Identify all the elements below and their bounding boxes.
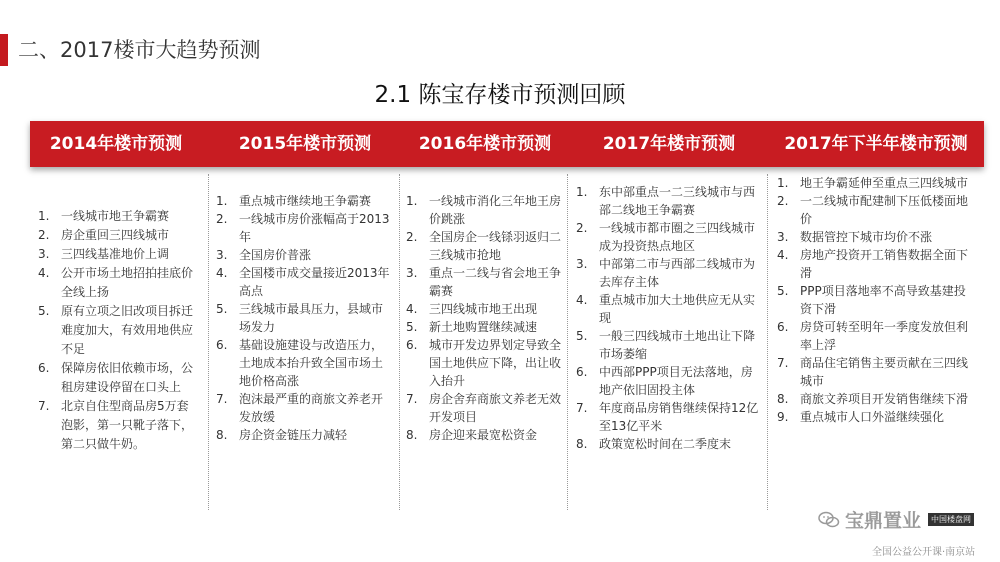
item-text: 年度商品房销售继续保持12亿至13亿平米 [599, 401, 759, 433]
item-text: 城市开发边界划定导致全国土地供应下降，出让收入抬升 [429, 338, 562, 388]
item-text: 原有立项之旧改项目拆迁难度加大，有效用地供应不足 [61, 304, 194, 356]
item-text: 全国房企一线铩羽返归二三线城市抢地 [429, 230, 562, 262]
item-text: 房企迎来最宽松资金 [429, 428, 538, 442]
list-item [406, 300, 562, 318]
list-item [576, 363, 760, 399]
section-title: 二、2017楼市大趋势预测 [18, 38, 261, 62]
title-accent-bar [0, 34, 8, 66]
item-text: 全国房价普涨 [239, 248, 312, 262]
item-text: 基础设施建设与改造压力，土地成本抬升致全国市场土地价格高涨 [239, 338, 384, 388]
column-divider [399, 174, 400, 510]
list-item [777, 246, 975, 282]
list-item [576, 327, 760, 363]
item-number: 4. [406, 302, 418, 316]
item-text: 全国楼市成交量接近2013年高点 [239, 266, 390, 298]
item-number: 4. [576, 293, 588, 307]
column-divider [208, 174, 209, 510]
column-list-2016 [406, 192, 562, 444]
item-number: 5. [216, 302, 228, 316]
list-item [38, 207, 200, 226]
list-item [576, 399, 760, 435]
item-number: 6. [38, 361, 50, 375]
item-text: 东中部重点一二三线城市与西部二线地王争霸赛 [599, 185, 756, 217]
list-item [406, 336, 562, 390]
list-item [38, 245, 200, 264]
item-text: 泡沫最严重的商旅文养老开发放缓 [239, 392, 384, 424]
item-number: 6. [406, 338, 418, 352]
list-item [38, 302, 200, 359]
footer-caption: 全国公益公开课·南京站 [872, 547, 976, 558]
item-number: 7. [38, 399, 50, 413]
item-text: 新土地购置继续减速 [429, 320, 538, 334]
column-header-2017: 2017年楼市预测 [602, 134, 736, 154]
item-number: 1. [777, 176, 789, 190]
list-item [576, 435, 760, 453]
item-text: 北京自住型商品房5万套泡影，第一只靴子落下，第二只做牛奶。 [61, 399, 194, 451]
list-item [777, 354, 975, 390]
list-item [216, 192, 392, 210]
item-number: 2. [406, 230, 418, 244]
wechat-icon [818, 511, 840, 529]
item-number: 7. [576, 401, 588, 415]
list-item [216, 210, 392, 246]
watermark-text: 宝鼎置业 [845, 510, 922, 532]
item-number: 2. [576, 221, 588, 235]
list-item [406, 426, 562, 444]
item-text: PPP项目落地率不高导致基建投资下滑 [800, 284, 966, 316]
column-divider [767, 174, 768, 510]
item-text: 重点城市继续地王争霸赛 [239, 194, 372, 208]
item-text: 三四线城市地王出现 [429, 302, 538, 316]
item-number: 4. [216, 266, 228, 280]
item-number: 2. [216, 212, 228, 226]
item-text: 公开市场土地招拍挂底价全线上扬 [61, 266, 194, 299]
item-number: 2. [777, 194, 789, 208]
item-text: 地王争霸延伸至重点三四线城市 [800, 176, 969, 190]
item-text: 三线城市最具压力，县域市场发力 [239, 302, 384, 334]
list-item [777, 408, 975, 426]
item-text: 三四线基准地价上调 [61, 247, 170, 261]
item-number: 3. [38, 247, 50, 261]
watermark [818, 506, 974, 533]
column-header-2015: 2015年楼市预测 [238, 134, 372, 154]
item-text: 保障房依旧依赖市场，公租房建设停留在口头上 [61, 361, 194, 394]
item-number: 7. [216, 392, 228, 406]
list-item [406, 318, 562, 336]
item-number: 7. [777, 356, 789, 370]
list-item [777, 318, 975, 354]
item-number: 1. [576, 185, 588, 199]
column-list-2017 [576, 183, 760, 453]
item-number: 1. [38, 209, 50, 223]
column-list-2014 [38, 207, 200, 454]
list-item [216, 426, 392, 444]
list-item [38, 397, 200, 454]
item-text: 一线城市消化三年地王房价跳涨 [429, 194, 562, 226]
item-number: 6. [216, 338, 228, 352]
list-item [576, 219, 760, 255]
item-number: 7. [406, 392, 418, 406]
item-text: 房地产投资开工销售数据全面下滑 [800, 248, 969, 280]
item-number: 9. [777, 410, 789, 424]
item-text: 重点城市人口外溢继续强化 [800, 410, 945, 424]
item-number: 6. [576, 365, 588, 379]
list-item [777, 228, 975, 246]
list-item [406, 264, 562, 300]
item-number: 3. [576, 257, 588, 271]
list-item [777, 192, 975, 228]
page-title: 2.1 陈宝存楼市预测回顾 [374, 82, 626, 108]
item-text: 中西部PPP项目无法落地，房地产依旧固投主体 [599, 365, 753, 397]
item-number: 5. [576, 329, 588, 343]
item-number: 3. [216, 248, 228, 262]
item-text: 房企资金链压力减轻 [239, 428, 348, 442]
item-number: 3. [777, 230, 789, 244]
column-list-2017h2 [777, 174, 975, 426]
item-text: 一线城市地王争霸赛 [61, 209, 170, 223]
item-text: 数据管控下城市均价不涨 [800, 230, 933, 244]
list-item [216, 336, 392, 390]
list-item [777, 174, 975, 192]
item-text: 一线城市都市圈之三四线城市成为投资热点地区 [599, 221, 756, 253]
item-number: 5. [406, 320, 418, 334]
item-text: 房企舍弃商旅文养老无效开发项目 [429, 392, 562, 424]
list-item [777, 282, 975, 318]
list-item [576, 255, 760, 291]
item-number: 6. [777, 320, 789, 334]
item-number: 8. [406, 428, 418, 442]
item-text: 重点城市加大土地供应无从实现 [599, 293, 756, 325]
list-item [406, 228, 562, 264]
list-item [38, 359, 200, 397]
watermark-brand: 中国楼盘网 [928, 513, 974, 526]
list-item [576, 291, 760, 327]
column-list-2015 [216, 192, 392, 444]
list-item [406, 390, 562, 426]
list-item [216, 300, 392, 336]
list-item [777, 390, 975, 408]
list-item [216, 390, 392, 426]
item-number: 8. [576, 437, 588, 451]
list-item [216, 264, 392, 300]
list-item [38, 264, 200, 302]
item-number: 1. [216, 194, 228, 208]
list-item [38, 226, 200, 245]
item-text: 房企重回三四线城市 [61, 228, 170, 242]
list-item [406, 192, 562, 228]
item-number: 2. [38, 228, 50, 242]
item-number: 8. [777, 392, 789, 406]
item-text: 中部第二市与西部二线城市为去库存主体 [599, 257, 756, 289]
item-text: 一二线城市配建制下压低楼面地价 [800, 194, 969, 226]
item-number: 1. [406, 194, 418, 208]
column-header-2016: 2016年楼市预测 [418, 134, 552, 154]
item-number: 5. [777, 284, 789, 298]
item-number: 5. [38, 304, 50, 318]
item-text: 商品住宅销售主要贡献在三四线城市 [800, 356, 969, 388]
list-item [216, 246, 392, 264]
column-header-2017h2: 2017年下半年楼市预测 [784, 134, 968, 154]
list-item [576, 183, 760, 219]
item-text: 商旅文养项目开发销售继续下滑 [800, 392, 969, 406]
item-text: 一线城市房价涨幅高于2013年 [239, 212, 390, 244]
item-text: 政策宽松时间在二季度末 [599, 437, 732, 451]
item-text: 重点一二线与省会地王争霸赛 [429, 266, 562, 298]
item-text: 房贷可转至明年一季度发放但利率上浮 [800, 320, 969, 352]
item-number: 8. [216, 428, 228, 442]
column-divider [567, 174, 568, 510]
item-text: 一般三四线城市土地出让下降市场萎缩 [599, 329, 756, 361]
item-number: 3. [406, 266, 418, 280]
item-number: 4. [777, 248, 789, 262]
item-number: 4. [38, 266, 50, 280]
column-header-2014: 2014年楼市预测 [49, 134, 183, 154]
